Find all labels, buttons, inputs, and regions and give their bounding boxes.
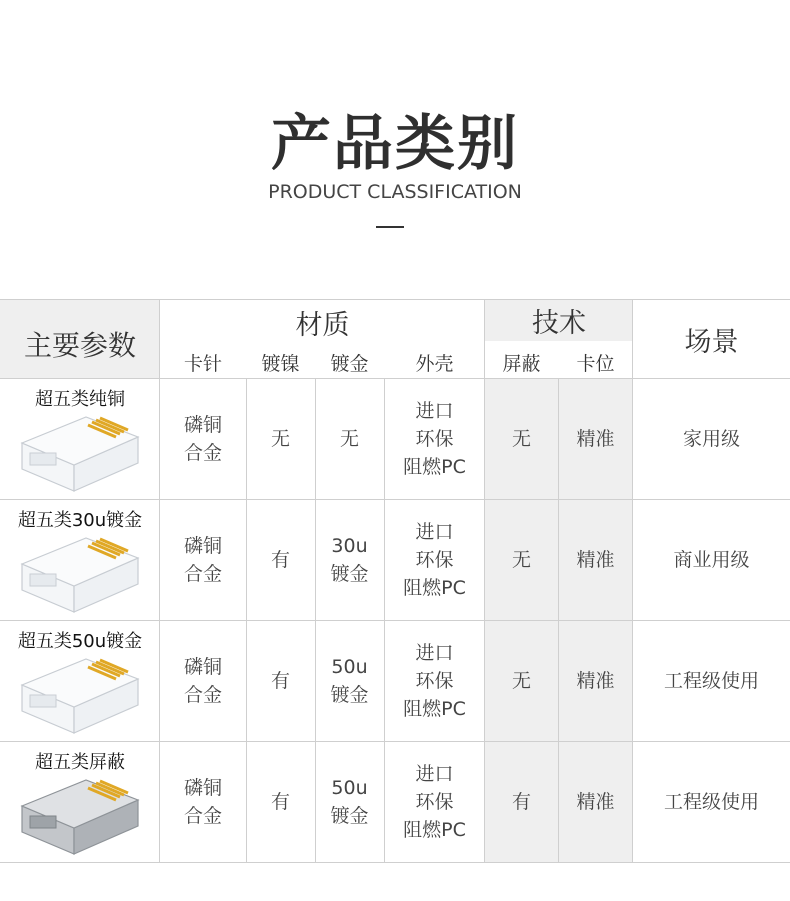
scene-value: 商业用级 <box>673 549 750 571</box>
product-name: 超五类纯铜 <box>35 389 125 410</box>
nickel-value: 有 <box>270 670 290 692</box>
nickel-value: 有 <box>270 549 290 571</box>
pin-material: 磷铜 合金 <box>183 414 222 464</box>
page-title: 产品类别 <box>271 109 519 179</box>
pin-material: 磷铜 合金 <box>183 777 222 827</box>
shell-value: 进口 环保 阻燃PC <box>403 400 466 478</box>
corner-header: 主要参数 <box>23 329 136 362</box>
shield-value: 无 <box>511 670 531 692</box>
material-group-header: 材质 <box>295 309 350 341</box>
rj45-clear-plug-icon <box>16 536 144 614</box>
column-header-latch: 卡位 <box>576 352 615 375</box>
spec-table <box>0 299 790 863</box>
table-bottom-border <box>0 862 790 863</box>
shell-value: 进口 环保 阻燃PC <box>403 763 466 841</box>
product-name: 超五类屏蔽 <box>35 752 125 773</box>
shield-value: 无 <box>511 428 531 450</box>
gold-value: 50u 镀金 <box>330 777 369 827</box>
latch-value: 精准 <box>576 428 615 450</box>
scene-value: 家用级 <box>682 428 740 450</box>
column-header-nickel: 镀镍 <box>261 352 300 375</box>
nickel-value: 无 <box>270 428 290 450</box>
product-name: 超五类50u镀金 <box>17 631 143 652</box>
gold-value: 30u 镀金 <box>330 535 369 585</box>
column-header-gold: 镀金 <box>330 352 369 375</box>
latch-value: 精准 <box>576 670 615 692</box>
gold-value: 无 <box>339 428 359 450</box>
scene-group-header: 场景 <box>684 326 739 358</box>
shield-value: 无 <box>511 549 531 571</box>
latch-value: 精准 <box>576 549 615 571</box>
shell-value: 进口 环保 阻燃PC <box>403 642 466 720</box>
gold-value: 50u 镀金 <box>330 656 369 706</box>
nickel-value: 有 <box>270 791 290 813</box>
shell-value: 进口 环保 阻燃PC <box>403 521 466 599</box>
page-subtitle: PRODUCT CLASSIFICATION <box>268 181 522 203</box>
column-header-shell: 外壳 <box>415 352 454 375</box>
tech-group-header: 技术 <box>532 307 586 339</box>
scene-value: 工程级使用 <box>663 791 759 813</box>
rj45-clear-plug-icon <box>16 657 144 735</box>
latch-value: 精准 <box>576 791 615 813</box>
column-header-shield: 屏蔽 <box>502 352 541 375</box>
shield-value: 有 <box>511 791 531 813</box>
pin-material: 磷铜 合金 <box>183 656 222 706</box>
rj45-clear-plug-icon <box>16 415 144 493</box>
product-name: 超五类30u镀金 <box>17 510 143 531</box>
rj45-shielded-plug-icon <box>16 778 144 856</box>
table-top-border <box>0 299 790 300</box>
column-header-pin: 卡针 <box>183 352 222 375</box>
pin-material: 磷铜 合金 <box>183 535 222 585</box>
scene-value: 工程级使用 <box>663 670 759 692</box>
title-divider <box>376 226 404 228</box>
